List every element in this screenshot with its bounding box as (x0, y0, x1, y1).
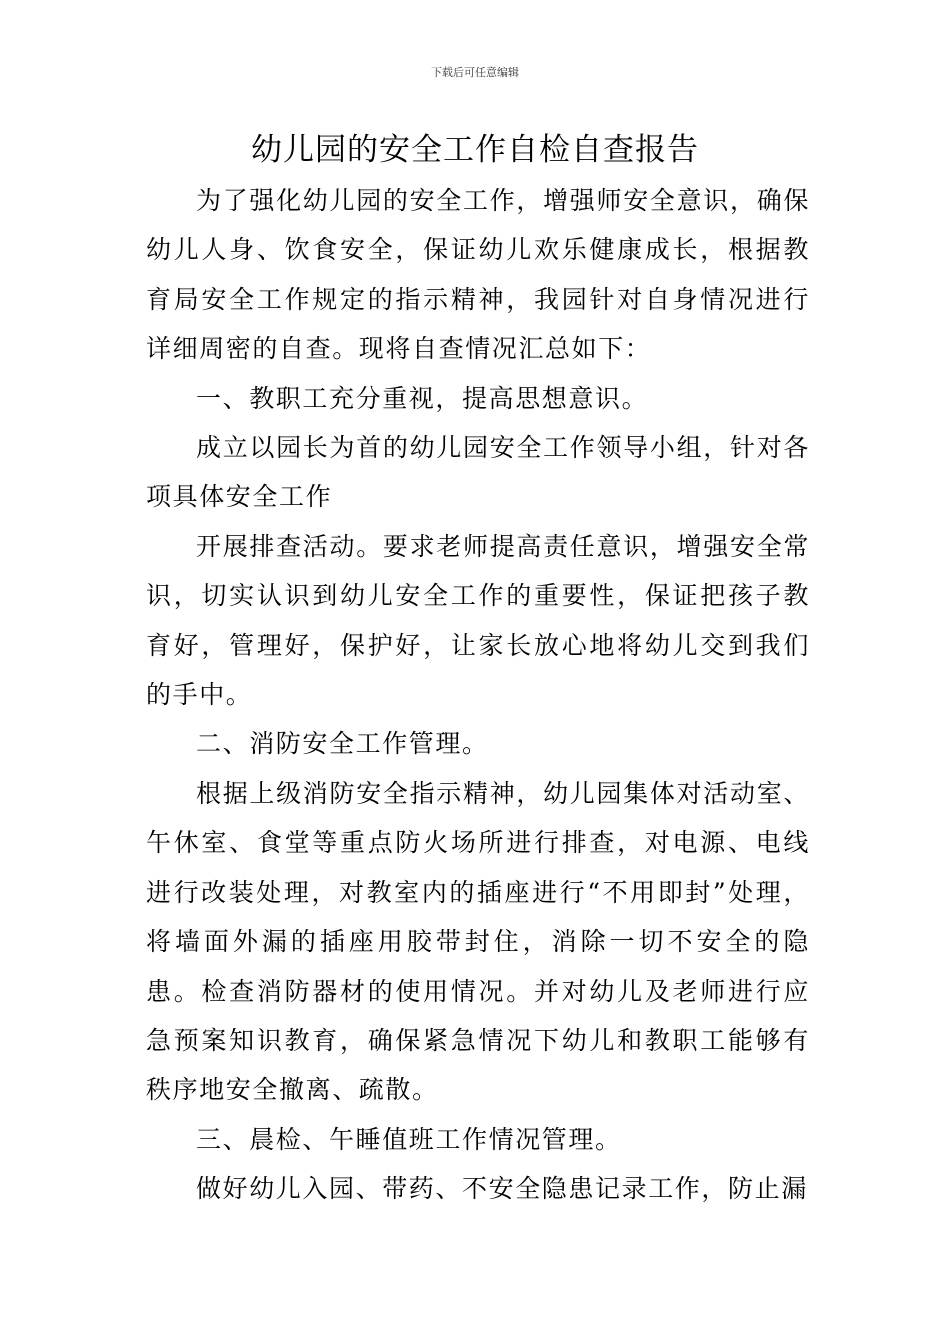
section-heading-2: 二、消防安全工作管理。 (196, 729, 489, 759)
document-body (146, 176, 810, 1214)
paragraph-leadership: 成立以园长为首的幼儿园安全工作领导小组，针对各项具体安全工作 (146, 433, 810, 512)
paragraph-intro: 为了强化幼儿园的安全工作，增强师安全意识，确保幼儿人身、饮食安全，保证幼儿欢乐健康成长，根据教育局安全工作规定的指示精神，我园针对自身情况进行详细周密的自查。现将自查情况汇总如下： (146, 186, 810, 364)
header-note: 下载后可任意编辑 (431, 66, 519, 79)
paragraph-fire-safety: 根据上级消防安全指示精神，幼儿园集体对活动室、午休室、食堂等重点防火场所进行排查，对电源、电线进行改装处理，对教室内的插座进行“不用即封”处理，将墙面外漏的插座用胶带封住，消除一切不安全的隐患。检查消防器材的使用情况。并对幼儿及老师进行应急预案知识教育，确保紧急情况下幼儿和教职工能够有秩序地安全撤离、疏散。 (146, 778, 810, 1105)
section-heading-1: 一、教职工充分重视，提高思想意识。 (196, 383, 649, 413)
paragraph-morning-check: 做好幼儿入园、带药、不安全隐患记录工作，防止漏 (196, 1174, 808, 1204)
paragraph-inspection: 开展排查活动。要求老师提高责任意识，增强安全常识，切实认识到幼儿安全工作的重要性，保证把孩子教育好，管理好，保护好，让家长放心地将幼儿交到我们的手中。 (146, 531, 810, 710)
section-heading-3: 三、晨检、午睡值班工作情况管理。 (196, 1124, 622, 1154)
document-title: 幼儿园的安全工作自检自查报告 (251, 132, 699, 168)
